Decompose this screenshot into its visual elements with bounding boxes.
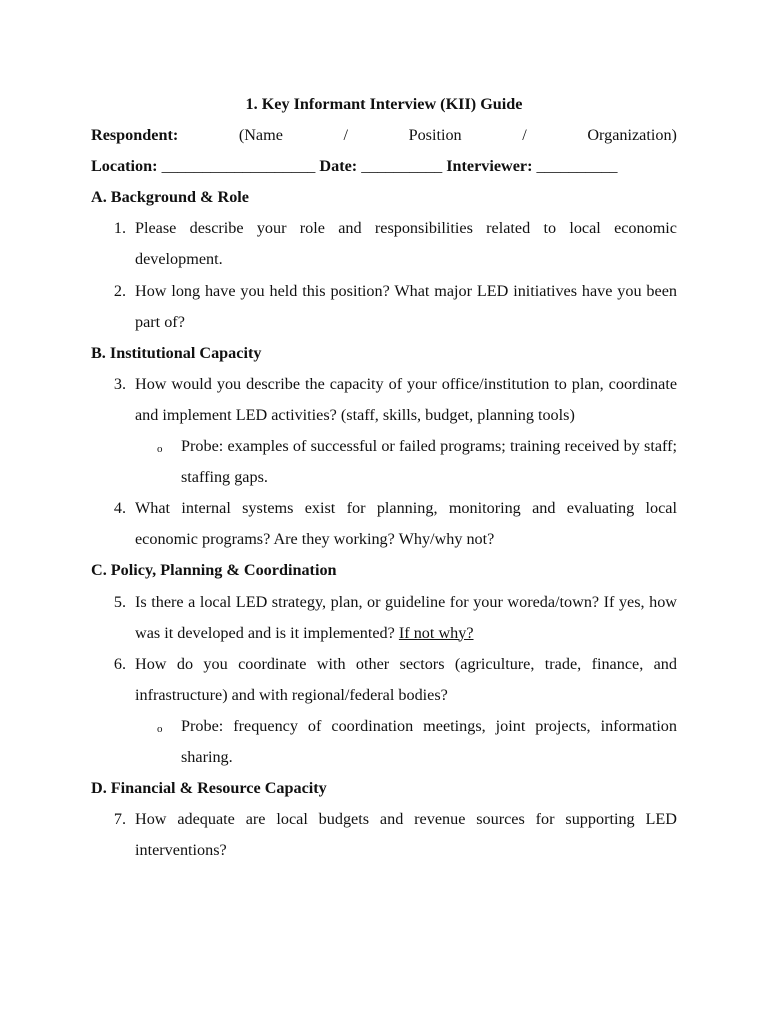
question-7 (91, 804, 677, 866)
document-body (91, 89, 677, 866)
date-blank: __________ (361, 157, 443, 176)
respondent-organization: Organization) (587, 126, 677, 145)
question-number: 3. (113, 374, 126, 393)
section-heading-c: C. Policy, Planning & Coordination (91, 561, 337, 580)
probe-1 (91, 431, 677, 493)
question-number: 7. (113, 810, 126, 829)
question-text: How would you describe the capacity of your office/institution to plan, coordinate and implement LED activities? (staff, skills, budget, planning tools) (135, 374, 677, 424)
location-label: Location: (91, 157, 158, 176)
question-text: Is there a local LED strategy, plan, or guideline for your woreda/town? If yes, how was it developed and is it implemented? If not why? (135, 592, 677, 642)
question-number: 2. (113, 281, 126, 300)
question-3 (91, 369, 677, 431)
question-6 (91, 649, 677, 711)
question-1 (91, 213, 677, 275)
question-text: What internal systems exist for planning, monitoring and evaluating local economic programs? Are they working? Why/why not? (135, 499, 677, 549)
question-number: 1. (113, 219, 126, 238)
section-heading-b: B. Institutional Capacity (91, 343, 262, 362)
document-title: 1. Key Informant Interview (KII) Guide (245, 95, 523, 113)
probe-text: Probe: frequency of coordination meetings, joint projects, information sharing. (181, 716, 677, 766)
question-number: 4. (113, 499, 126, 518)
question-text: How do you coordinate with other sectors (agriculture, trade, finance, and infrastructure) and with regional/federal bodies? (135, 654, 677, 704)
hollow-bullet-icon: o (157, 722, 163, 735)
respondent-slash-2: / (522, 126, 527, 145)
probe-text: Probe: examples of successful or failed programs; training received by staff; staffing gaps. (181, 437, 677, 487)
respondent-slash-1: / (343, 126, 348, 145)
question-5 (91, 587, 677, 649)
info-line (91, 151, 677, 182)
question-text: How adequate are local budgets and revenue sources for supporting LED interventions? (135, 810, 677, 860)
question-text: Please describe your role and responsibilities related to local economic development. (135, 219, 677, 269)
question-2 (91, 276, 677, 338)
underlined-text: If not why? (398, 623, 474, 642)
date-label: Date: (319, 157, 358, 176)
respondent-line (91, 120, 677, 151)
respondent-name: (Name (238, 126, 283, 145)
section-heading-a: A. Background & Role (91, 188, 249, 207)
question-number: 5. (113, 592, 126, 611)
section-heading-d: D. Financial & Resource Capacity (91, 779, 327, 798)
respondent-label: Respondent: (91, 126, 179, 145)
question-text: How long have you held this position? What major LED initiatives have you been part of? (135, 281, 677, 331)
hollow-bullet-icon: o (157, 443, 163, 456)
interviewer-blank: __________ (536, 157, 618, 176)
question-4 (91, 493, 677, 555)
interviewer-label: Interviewer: (446, 157, 533, 176)
question-number: 6. (113, 654, 126, 673)
respondent-position: Position (408, 126, 462, 145)
probe-2 (91, 711, 677, 773)
location-blank: ___________________ (161, 157, 316, 176)
